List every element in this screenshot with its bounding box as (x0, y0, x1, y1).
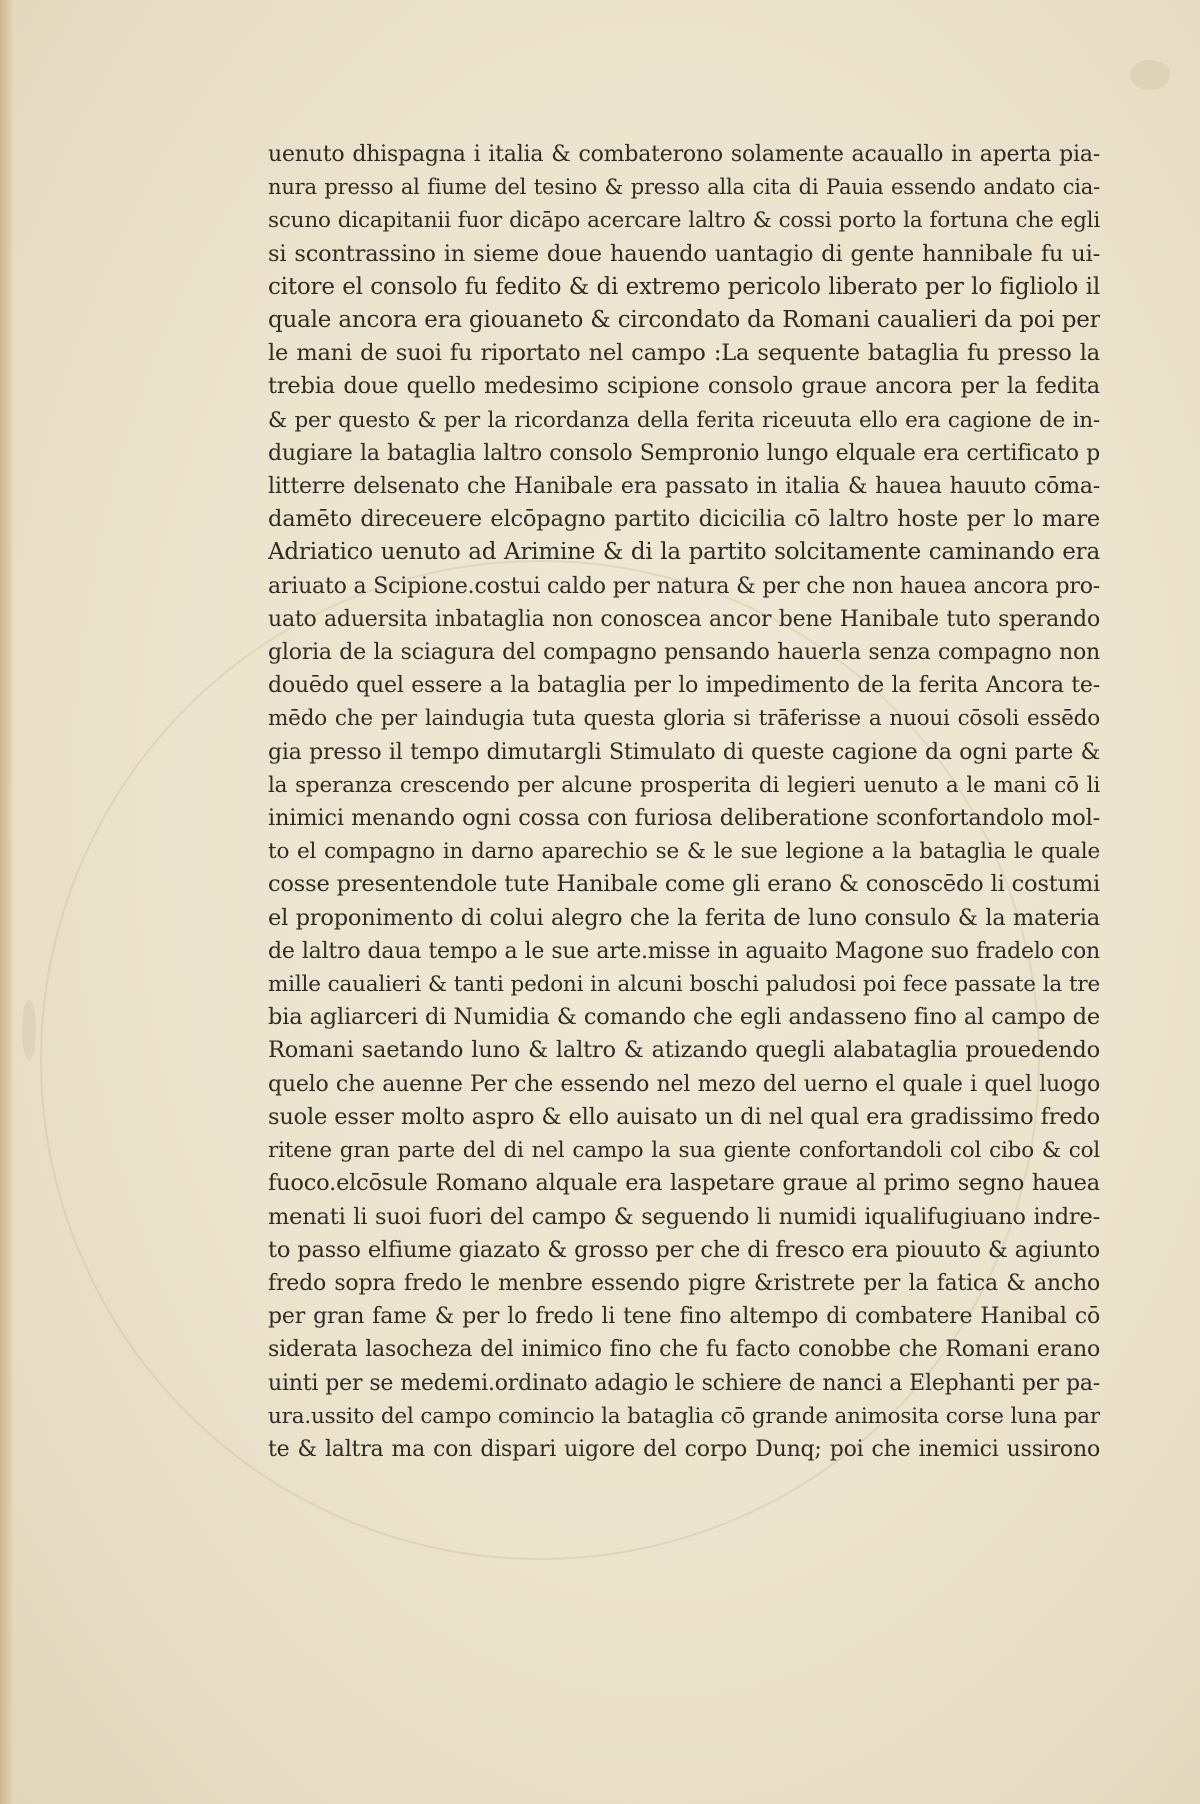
text-line: citore el consolo fu fedito & di extremo pericolo liberato per lo figliolo il (268, 273, 1100, 300)
text-line: nura presso al fiume del tesino & presso alla cita di Pauia essendo andato cia- (268, 175, 1100, 200)
text-line: gloria de la sciagura del compagno pensando hauerla senza compagno non (268, 640, 1100, 666)
text-line: to passo elfiume giazato & grosso per che di fresco era piouuto & agiunto (268, 1236, 1100, 1263)
text-line: fuoco.elcōsule Romano alquale era laspetare graue al primo segno hauea (268, 1170, 1100, 1197)
text-line: le mani de suoi fu riportato nel campo :La sequente bataglia fu presso la (268, 340, 1100, 367)
text-line: scuno dicapitanii fuor dicāpo acercare laltro & cossi porto la fortuna che egli (268, 208, 1100, 234)
text-line: menati li suoi fuori del campo & seguendo li numidi iqualifugiuano indre- (268, 1203, 1100, 1230)
text-line: ura.ussito del campo comincio la bataglia cō grande animosita corse luna par (268, 1403, 1100, 1429)
text-line: ariuato a Scipione.costui caldo per natura & per che non hauea ancora pro- (268, 573, 1100, 599)
text-line: fredo sopra fredo le menbre essendo pigre &ristrete per la fatica & ancho (268, 1270, 1100, 1296)
text-line: per gran fame & per lo fredo li tene fino altempo di combatere Hanibal cō (268, 1304, 1100, 1330)
page-binding-edge (0, 0, 14, 1804)
text-line: trebia doue quello medesimo scipione consolo graue ancora per la fedita (268, 373, 1100, 400)
text-line: dugiare la bataglia laltro consolo Sempronio lungo elquale era certificato p (268, 440, 1100, 466)
text-line: Adriatico uenuto ad Arimine & di la partito solcitamente caminando era (268, 539, 1100, 566)
text-line: uenuto dhispagna i italia & combaterono solamente acauallo in aperta pia- (268, 142, 1100, 167)
text-line: el proponimento di colui alegro che la ferita de luno consulo & la materia (268, 904, 1100, 931)
text-line: douēdo quel essere a la bataglia per lo impedimento de la ferita Ancora te- (268, 673, 1100, 699)
text-line: cosse presentendole tute Hanibale come gli erano & conoscēdo li costumi (268, 871, 1100, 898)
text-line: mēdo che per laindugia tuta questa gloria si trāferisse a nuoui cōsoli essēdo (268, 706, 1100, 732)
text-line: uinti per se medemi.ordinato adagio le schiere de nanci a Elephanti per pa- (268, 1370, 1100, 1396)
text-line: inimici menando ogni cossa con furiosa deliberatione sconfortandolo mol- (268, 805, 1100, 832)
paper-stain (1130, 60, 1170, 90)
body-text (268, 138, 1100, 1466)
text-line: uato aduersita inbataglia non conoscea ancor bene Hanibale tuto sperando (268, 606, 1100, 632)
paper-stain (22, 1000, 36, 1060)
text-line: litterre delsenato che Hanibale era passato in italia & hauea hauuto cōma- (268, 474, 1100, 500)
text-line: siderata lasocheza del inimico fino che fu facto conobbe che Romani erano (268, 1337, 1100, 1363)
text-line: gia presso il tempo dimutargli Stimulato di queste cagione da ogni parte & (268, 739, 1100, 765)
text-line: mille caualieri & tanti pedoni in alcuni boschi paludosi poi fece passate la tre (268, 972, 1100, 998)
text-line: quale ancora era giouaneto & circondato da Romani caualieri da poi per (268, 307, 1100, 334)
text-line: de laltro daua tempo a le sue arte.misse in aguaito Magone suo fradelo con (268, 938, 1100, 964)
text-line: Romani saetando luno & laltro & atizando quegli alabataglia prouedendo (268, 1037, 1100, 1064)
text-line: bia agliarceri di Numidia & comando che egli andasseno fino al campo de (268, 1004, 1100, 1031)
text-line: & per questo & per la ricordanza della ferita riceuuta ello era cagione de in- (268, 407, 1100, 433)
text-line: to el compagno in darno aparechio se & le sue legione a la bataglia le quale (268, 839, 1100, 865)
text-line: suole esser molto aspro & ello auisato un di nel qual era gradissimo fredo (268, 1103, 1100, 1130)
text-line: damēto direceuere elcōpagno partito dicicilia cō laltro hoste per lo mare (268, 506, 1100, 533)
text-line: ritene gran parte del di nel campo la sua giente confortandoli col cibo & col (268, 1138, 1100, 1164)
text-line: quelo che auenne Per che essendo nel mezo del uerno el quale i quel luogo (268, 1071, 1100, 1097)
text-line: te & laltra ma con dispari uigore del corpo Dunq; poi che inemici ussirono (268, 1436, 1100, 1462)
text-line: la speranza crescendo per alcune prosperita di legieri uenuto a le mani cō li (268, 772, 1100, 798)
text-line: si scontrassino in sieme doue hauendo uantagio di gente hannibale fu ui- (268, 240, 1100, 267)
